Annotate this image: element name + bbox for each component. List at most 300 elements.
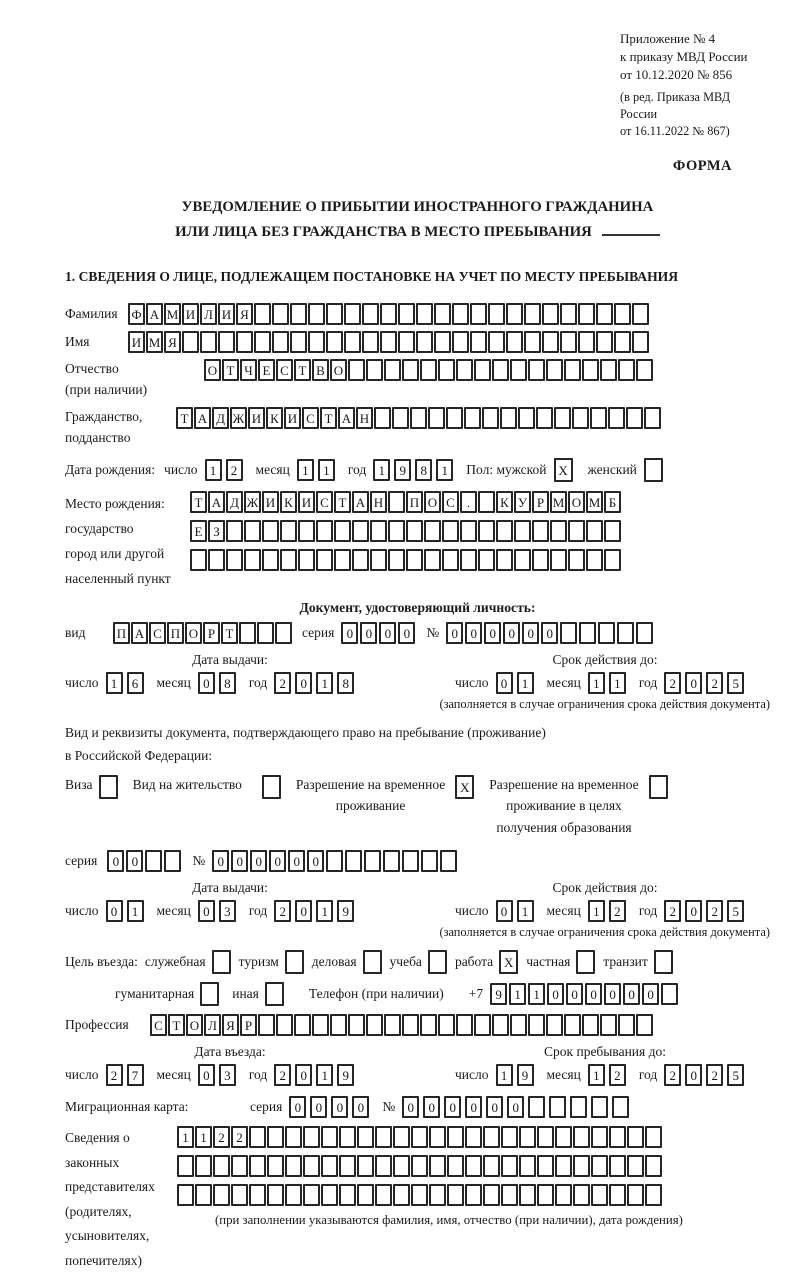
form-cell[interactable] xyxy=(524,303,541,325)
form-cell[interactable]: 1 xyxy=(517,672,534,694)
form-cell[interactable]: 5 xyxy=(727,900,744,922)
form-cell[interactable] xyxy=(406,549,423,571)
form-cell[interactable] xyxy=(536,407,553,429)
form-cell[interactable] xyxy=(363,950,382,974)
form-cell[interactable]: Е xyxy=(190,520,207,542)
form-cell[interactable] xyxy=(402,359,419,381)
form-cell[interactable] xyxy=(550,520,567,542)
form-cell[interactable] xyxy=(500,407,517,429)
form-cell[interactable] xyxy=(560,303,577,325)
form-cell[interactable]: 0 xyxy=(685,672,702,694)
form-cell[interactable] xyxy=(528,359,545,381)
form-cell[interactable] xyxy=(249,1155,266,1177)
form-cell[interactable]: X xyxy=(455,775,474,799)
form-cell[interactable] xyxy=(570,1096,587,1118)
form-cell[interactable]: 0 xyxy=(126,850,143,872)
form-cell[interactable] xyxy=(258,1014,275,1036)
form-cell[interactable] xyxy=(265,982,284,1006)
form-cell[interactable] xyxy=(596,303,613,325)
form-cell[interactable] xyxy=(550,549,567,571)
form-cell[interactable] xyxy=(366,1014,383,1036)
form-cell[interactable] xyxy=(590,407,607,429)
form-cell[interactable]: Р xyxy=(240,1014,257,1036)
form-cell[interactable]: 0 xyxy=(398,622,415,644)
form-cell[interactable] xyxy=(398,331,415,353)
form-cell[interactable] xyxy=(384,1014,401,1036)
form-cell[interactable] xyxy=(528,1014,545,1036)
form-cell[interactable] xyxy=(348,1014,365,1036)
form-cell[interactable] xyxy=(514,549,531,571)
permit-issued-day-input[interactable] xyxy=(106,900,148,922)
form-cell[interactable]: 2 xyxy=(213,1126,230,1148)
form-cell[interactable] xyxy=(393,1184,410,1206)
permit-valid-day-input[interactable] xyxy=(496,900,538,922)
form-cell[interactable] xyxy=(573,1184,590,1206)
form-cell[interactable] xyxy=(316,549,333,571)
form-cell[interactable] xyxy=(249,1126,266,1148)
form-cell[interactable] xyxy=(208,549,225,571)
form-cell[interactable] xyxy=(344,331,361,353)
form-cell[interactable]: С xyxy=(302,407,319,429)
form-cell[interactable] xyxy=(272,331,289,353)
form-cell[interactable]: 0 xyxy=(503,622,520,644)
form-cell[interactable] xyxy=(452,303,469,325)
form-cell[interactable]: 1 xyxy=(373,459,390,481)
migration-seriya-input[interactable] xyxy=(289,1096,373,1118)
form-cell[interactable] xyxy=(177,1184,194,1206)
form-cell[interactable]: 2 xyxy=(706,1064,723,1086)
form-cell[interactable]: Б xyxy=(604,491,621,513)
form-cell[interactable]: 2 xyxy=(609,900,626,922)
permit-visa-checkbox[interactable] xyxy=(99,775,119,799)
form-cell[interactable]: 2 xyxy=(706,672,723,694)
form-cell[interactable] xyxy=(434,331,451,353)
form-cell[interactable] xyxy=(272,303,289,325)
form-cell[interactable] xyxy=(276,1014,293,1036)
form-cell[interactable] xyxy=(388,491,405,513)
form-cell[interactable]: 0 xyxy=(566,983,583,1005)
form-cell[interactable] xyxy=(568,520,585,542)
form-cell[interactable]: 1 xyxy=(316,900,333,922)
form-cell[interactable] xyxy=(339,1126,356,1148)
birth-place-input-row2[interactable] xyxy=(190,520,622,542)
form-cell[interactable] xyxy=(262,775,281,799)
form-cell[interactable] xyxy=(308,331,325,353)
form-cell[interactable]: 5 xyxy=(727,1064,744,1086)
form-cell[interactable] xyxy=(456,359,473,381)
form-cell[interactable] xyxy=(330,1014,347,1036)
form-cell[interactable]: 0 xyxy=(623,983,640,1005)
form-cell[interactable] xyxy=(190,549,207,571)
form-cell[interactable]: А xyxy=(131,622,148,644)
form-cell[interactable]: 1 xyxy=(318,459,335,481)
form-cell[interactable] xyxy=(249,1184,266,1206)
form-cell[interactable]: Н xyxy=(370,491,387,513)
form-cell[interactable]: Ж xyxy=(230,407,247,429)
form-cell[interactable] xyxy=(182,331,199,353)
form-cell[interactable]: 0 xyxy=(269,850,286,872)
form-cell[interactable]: 9 xyxy=(337,1064,354,1086)
citizenship-input[interactable] xyxy=(176,407,662,429)
form-cell[interactable] xyxy=(474,1014,491,1036)
form-cell[interactable] xyxy=(285,950,304,974)
form-cell[interactable]: 1 xyxy=(509,983,526,1005)
form-cell[interactable] xyxy=(510,1014,527,1036)
form-cell[interactable] xyxy=(392,407,409,429)
form-cell[interactable] xyxy=(352,520,369,542)
form-cell[interactable] xyxy=(262,549,279,571)
form-cell[interactable]: 0 xyxy=(507,1096,524,1118)
sex-female-checkbox[interactable] xyxy=(644,458,664,482)
form-cell[interactable]: 0 xyxy=(685,1064,702,1086)
form-cell[interactable] xyxy=(99,775,118,799)
form-cell[interactable] xyxy=(312,1014,329,1036)
form-cell[interactable]: М xyxy=(550,491,567,513)
form-cell[interactable]: Д xyxy=(226,491,243,513)
form-cell[interactable] xyxy=(177,1155,194,1177)
form-cell[interactable] xyxy=(627,1184,644,1206)
form-cell[interactable]: 2 xyxy=(274,1064,291,1086)
purpose-official-checkbox[interactable] xyxy=(212,950,232,974)
form-cell[interactable] xyxy=(636,622,653,644)
form-cell[interactable] xyxy=(375,1126,392,1148)
form-cell[interactable] xyxy=(612,1096,629,1118)
form-cell[interactable] xyxy=(661,983,678,1005)
form-cell[interactable] xyxy=(345,850,362,872)
form-cell[interactable] xyxy=(582,359,599,381)
form-cell[interactable] xyxy=(555,1155,572,1177)
form-cell[interactable]: К xyxy=(496,491,513,513)
form-cell[interactable] xyxy=(410,407,427,429)
form-cell[interactable] xyxy=(393,1126,410,1148)
form-cell[interactable] xyxy=(572,407,589,429)
form-cell[interactable] xyxy=(492,359,509,381)
form-cell[interactable] xyxy=(456,1014,473,1036)
form-cell[interactable] xyxy=(290,303,307,325)
form-cell[interactable]: В xyxy=(312,359,329,381)
form-cell[interactable] xyxy=(267,1126,284,1148)
form-cell[interactable] xyxy=(460,549,477,571)
patronymic-input[interactable] xyxy=(204,359,654,381)
form-cell[interactable]: 9 xyxy=(337,900,354,922)
form-cell[interactable] xyxy=(348,359,365,381)
form-cell[interactable]: И xyxy=(248,407,265,429)
form-cell[interactable]: 1 xyxy=(588,1064,605,1086)
form-cell[interactable]: О xyxy=(204,359,221,381)
form-cell[interactable] xyxy=(609,1126,626,1148)
form-cell[interactable] xyxy=(212,950,231,974)
form-cell[interactable] xyxy=(326,850,343,872)
form-cell[interactable] xyxy=(452,331,469,353)
form-cell[interactable]: 6 xyxy=(127,672,144,694)
form-cell[interactable] xyxy=(362,331,379,353)
form-cell[interactable] xyxy=(465,1126,482,1148)
form-cell[interactable]: З xyxy=(208,520,225,542)
given-name-input[interactable] xyxy=(128,331,650,353)
form-cell[interactable]: Т xyxy=(320,407,337,429)
form-cell[interactable]: 0 xyxy=(484,622,501,644)
form-cell[interactable] xyxy=(591,1126,608,1148)
birth-month-input[interactable] xyxy=(297,459,339,481)
form-cell[interactable] xyxy=(200,331,217,353)
form-cell[interactable] xyxy=(614,303,631,325)
form-cell[interactable] xyxy=(636,359,653,381)
form-cell[interactable]: Д xyxy=(212,407,229,429)
form-cell[interactable]: 1 xyxy=(127,900,144,922)
form-cell[interactable] xyxy=(440,850,457,872)
form-cell[interactable] xyxy=(654,950,673,974)
form-cell[interactable] xyxy=(321,1126,338,1148)
doc-valid-month-input[interactable] xyxy=(588,672,630,694)
form-cell[interactable] xyxy=(366,359,383,381)
form-cell[interactable] xyxy=(334,549,351,571)
form-cell[interactable]: 1 xyxy=(316,672,333,694)
form-cell[interactable] xyxy=(446,407,463,429)
form-cell[interactable]: 8 xyxy=(219,672,236,694)
form-cell[interactable] xyxy=(357,1126,374,1148)
form-cell[interactable] xyxy=(582,1014,599,1036)
form-cell[interactable]: О xyxy=(424,491,441,513)
form-cell[interactable] xyxy=(428,950,447,974)
form-cell[interactable] xyxy=(294,1014,311,1036)
form-cell[interactable] xyxy=(388,549,405,571)
migration-number-input[interactable] xyxy=(402,1096,633,1118)
form-cell[interactable]: 0 xyxy=(465,1096,482,1118)
form-cell[interactable]: 0 xyxy=(295,672,312,694)
form-cell[interactable] xyxy=(195,1155,212,1177)
form-cell[interactable]: 8 xyxy=(337,672,354,694)
form-cell[interactable] xyxy=(380,331,397,353)
purpose-study-checkbox[interactable] xyxy=(428,950,448,974)
form-cell[interactable] xyxy=(357,1155,374,1177)
form-cell[interactable] xyxy=(406,520,423,542)
entry-year-input[interactable] xyxy=(274,1064,358,1086)
form-cell[interactable]: 2 xyxy=(274,900,291,922)
form-cell[interactable] xyxy=(482,407,499,429)
form-cell[interactable] xyxy=(438,359,455,381)
form-cell[interactable]: 2 xyxy=(274,672,291,694)
form-cell[interactable]: П xyxy=(167,622,184,644)
form-cell[interactable] xyxy=(649,775,668,799)
permit-residence-checkbox[interactable] xyxy=(262,775,282,799)
form-cell[interactable] xyxy=(568,549,585,571)
form-cell[interactable]: Т xyxy=(334,491,351,513)
form-cell[interactable] xyxy=(483,1184,500,1206)
form-cell[interactable] xyxy=(465,1184,482,1206)
form-cell[interactable] xyxy=(537,1184,554,1206)
form-cell[interactable]: 0 xyxy=(295,1064,312,1086)
form-cell[interactable] xyxy=(218,331,235,353)
form-cell[interactable] xyxy=(555,1184,572,1206)
form-cell[interactable] xyxy=(537,1155,554,1177)
form-cell[interactable] xyxy=(618,1014,635,1036)
form-cell[interactable] xyxy=(285,1184,302,1206)
form-cell[interactable] xyxy=(474,359,491,381)
form-cell[interactable]: Т xyxy=(176,407,193,429)
form-cell[interactable] xyxy=(383,850,400,872)
form-cell[interactable] xyxy=(428,407,445,429)
form-cell[interactable] xyxy=(618,359,635,381)
form-cell[interactable]: А xyxy=(146,303,163,325)
form-cell[interactable] xyxy=(424,549,441,571)
form-cell[interactable] xyxy=(600,359,617,381)
form-cell[interactable]: 0 xyxy=(106,900,123,922)
form-cell[interactable] xyxy=(416,303,433,325)
form-cell[interactable]: 0 xyxy=(289,1096,306,1118)
permit-seriya-input[interactable] xyxy=(107,850,183,872)
form-cell[interactable]: 1 xyxy=(588,900,605,922)
form-cell[interactable]: О xyxy=(186,1014,203,1036)
birth-place-input-row1[interactable] xyxy=(190,491,622,513)
form-cell[interactable] xyxy=(478,549,495,571)
form-cell[interactable] xyxy=(285,1126,302,1148)
form-cell[interactable]: А xyxy=(352,491,369,513)
form-cell[interactable]: И xyxy=(298,491,315,513)
form-cell[interactable]: 1 xyxy=(496,1064,513,1086)
form-cell[interactable] xyxy=(339,1155,356,1177)
form-cell[interactable] xyxy=(644,458,663,482)
form-cell[interactable] xyxy=(267,1184,284,1206)
form-cell[interactable] xyxy=(213,1184,230,1206)
form-cell[interactable]: 0 xyxy=(198,1064,215,1086)
form-cell[interactable] xyxy=(442,520,459,542)
form-cell[interactable] xyxy=(591,1096,608,1118)
form-cell[interactable] xyxy=(254,331,271,353)
form-cell[interactable] xyxy=(231,1155,248,1177)
form-cell[interactable]: О xyxy=(330,359,347,381)
form-cell[interactable] xyxy=(636,1014,653,1036)
form-cell[interactable]: 1 xyxy=(195,1126,212,1148)
form-cell[interactable]: С xyxy=(149,622,166,644)
form-cell[interactable] xyxy=(573,1126,590,1148)
form-cell[interactable] xyxy=(464,407,481,429)
form-cell[interactable] xyxy=(506,303,523,325)
form-cell[interactable] xyxy=(411,1155,428,1177)
form-cell[interactable]: 0 xyxy=(522,622,539,644)
form-cell[interactable] xyxy=(321,1184,338,1206)
form-cell[interactable] xyxy=(644,407,661,429)
form-cell[interactable] xyxy=(275,622,292,644)
purpose-private-checkbox[interactable] xyxy=(576,950,596,974)
form-cell[interactable]: Л xyxy=(200,303,217,325)
form-cell[interactable]: О xyxy=(185,622,202,644)
form-cell[interactable] xyxy=(586,549,603,571)
form-cell[interactable]: 0 xyxy=(212,850,229,872)
form-cell[interactable]: И xyxy=(262,491,279,513)
form-cell[interactable] xyxy=(254,303,271,325)
doc-issued-year-input[interactable] xyxy=(274,672,358,694)
form-cell[interactable]: 8 xyxy=(415,459,432,481)
form-cell[interactable] xyxy=(303,1126,320,1148)
form-cell[interactable]: 9 xyxy=(490,983,507,1005)
form-cell[interactable]: 1 xyxy=(205,459,222,481)
form-cell[interactable]: Ф xyxy=(128,303,145,325)
form-cell[interactable] xyxy=(510,359,527,381)
form-cell[interactable] xyxy=(200,982,219,1006)
form-cell[interactable] xyxy=(617,622,634,644)
form-cell[interactable] xyxy=(257,622,274,644)
form-cell[interactable] xyxy=(470,331,487,353)
form-cell[interactable] xyxy=(564,359,581,381)
stay-year-input[interactable] xyxy=(664,1064,748,1086)
form-cell[interactable] xyxy=(429,1155,446,1177)
form-cell[interactable]: Ж xyxy=(244,491,261,513)
form-cell[interactable]: С xyxy=(316,491,333,513)
doc-issued-day-input[interactable] xyxy=(106,672,148,694)
form-cell[interactable] xyxy=(609,1155,626,1177)
form-cell[interactable]: М xyxy=(146,331,163,353)
form-cell[interactable]: 0 xyxy=(642,983,659,1005)
form-cell[interactable] xyxy=(285,1155,302,1177)
form-cell[interactable]: П xyxy=(406,491,423,513)
form-cell[interactable]: 0 xyxy=(541,622,558,644)
form-cell[interactable] xyxy=(460,520,477,542)
form-cell[interactable] xyxy=(364,850,381,872)
form-cell[interactable] xyxy=(519,1126,536,1148)
form-cell[interactable] xyxy=(380,303,397,325)
form-cell[interactable] xyxy=(586,520,603,542)
form-cell[interactable] xyxy=(560,331,577,353)
surname-input[interactable] xyxy=(128,303,650,325)
permit-issued-year-input[interactable] xyxy=(274,900,358,922)
form-cell[interactable]: Я xyxy=(236,303,253,325)
purpose-humanitarian-checkbox[interactable] xyxy=(200,982,220,1006)
form-cell[interactable] xyxy=(506,331,523,353)
form-cell[interactable]: 5 xyxy=(727,672,744,694)
form-cell[interactable] xyxy=(420,359,437,381)
form-cell[interactable] xyxy=(627,1126,644,1148)
form-cell[interactable] xyxy=(598,622,615,644)
form-cell[interactable] xyxy=(447,1184,464,1206)
form-cell[interactable] xyxy=(213,1155,230,1177)
permit-temporary-checkbox[interactable] xyxy=(455,775,475,799)
form-cell[interactable] xyxy=(542,331,559,353)
form-cell[interactable] xyxy=(609,1184,626,1206)
form-cell[interactable] xyxy=(316,520,333,542)
form-cell[interactable]: П xyxy=(113,622,130,644)
form-cell[interactable]: 1 xyxy=(297,459,314,481)
form-cell[interactable] xyxy=(532,549,549,571)
form-cell[interactable] xyxy=(546,359,563,381)
form-cell[interactable]: X xyxy=(554,458,573,482)
legal-reps-input-row2[interactable] xyxy=(177,1155,663,1177)
form-cell[interactable]: 0 xyxy=(331,1096,348,1118)
form-cell[interactable] xyxy=(424,520,441,542)
form-cell[interactable] xyxy=(375,1155,392,1177)
form-cell[interactable]: 0 xyxy=(423,1096,440,1118)
form-cell[interactable]: О xyxy=(568,491,585,513)
form-cell[interactable] xyxy=(604,520,621,542)
form-cell[interactable] xyxy=(478,520,495,542)
form-cell[interactable]: 0 xyxy=(295,900,312,922)
form-cell[interactable] xyxy=(195,1184,212,1206)
form-cell[interactable]: 0 xyxy=(685,900,702,922)
form-cell[interactable]: С xyxy=(150,1014,167,1036)
form-cell[interactable]: 2 xyxy=(231,1126,248,1148)
form-cell[interactable] xyxy=(632,303,649,325)
form-cell[interactable] xyxy=(303,1184,320,1206)
form-cell[interactable]: Т xyxy=(190,491,207,513)
form-cell[interactable] xyxy=(483,1126,500,1148)
form-cell[interactable]: 2 xyxy=(664,900,681,922)
purpose-other-checkbox[interactable] xyxy=(265,982,285,1006)
form-cell[interactable] xyxy=(384,359,401,381)
form-cell[interactable] xyxy=(514,520,531,542)
form-cell[interactable] xyxy=(334,520,351,542)
form-cell[interactable]: 1 xyxy=(436,459,453,481)
form-cell[interactable] xyxy=(262,520,279,542)
form-cell[interactable] xyxy=(645,1126,662,1148)
